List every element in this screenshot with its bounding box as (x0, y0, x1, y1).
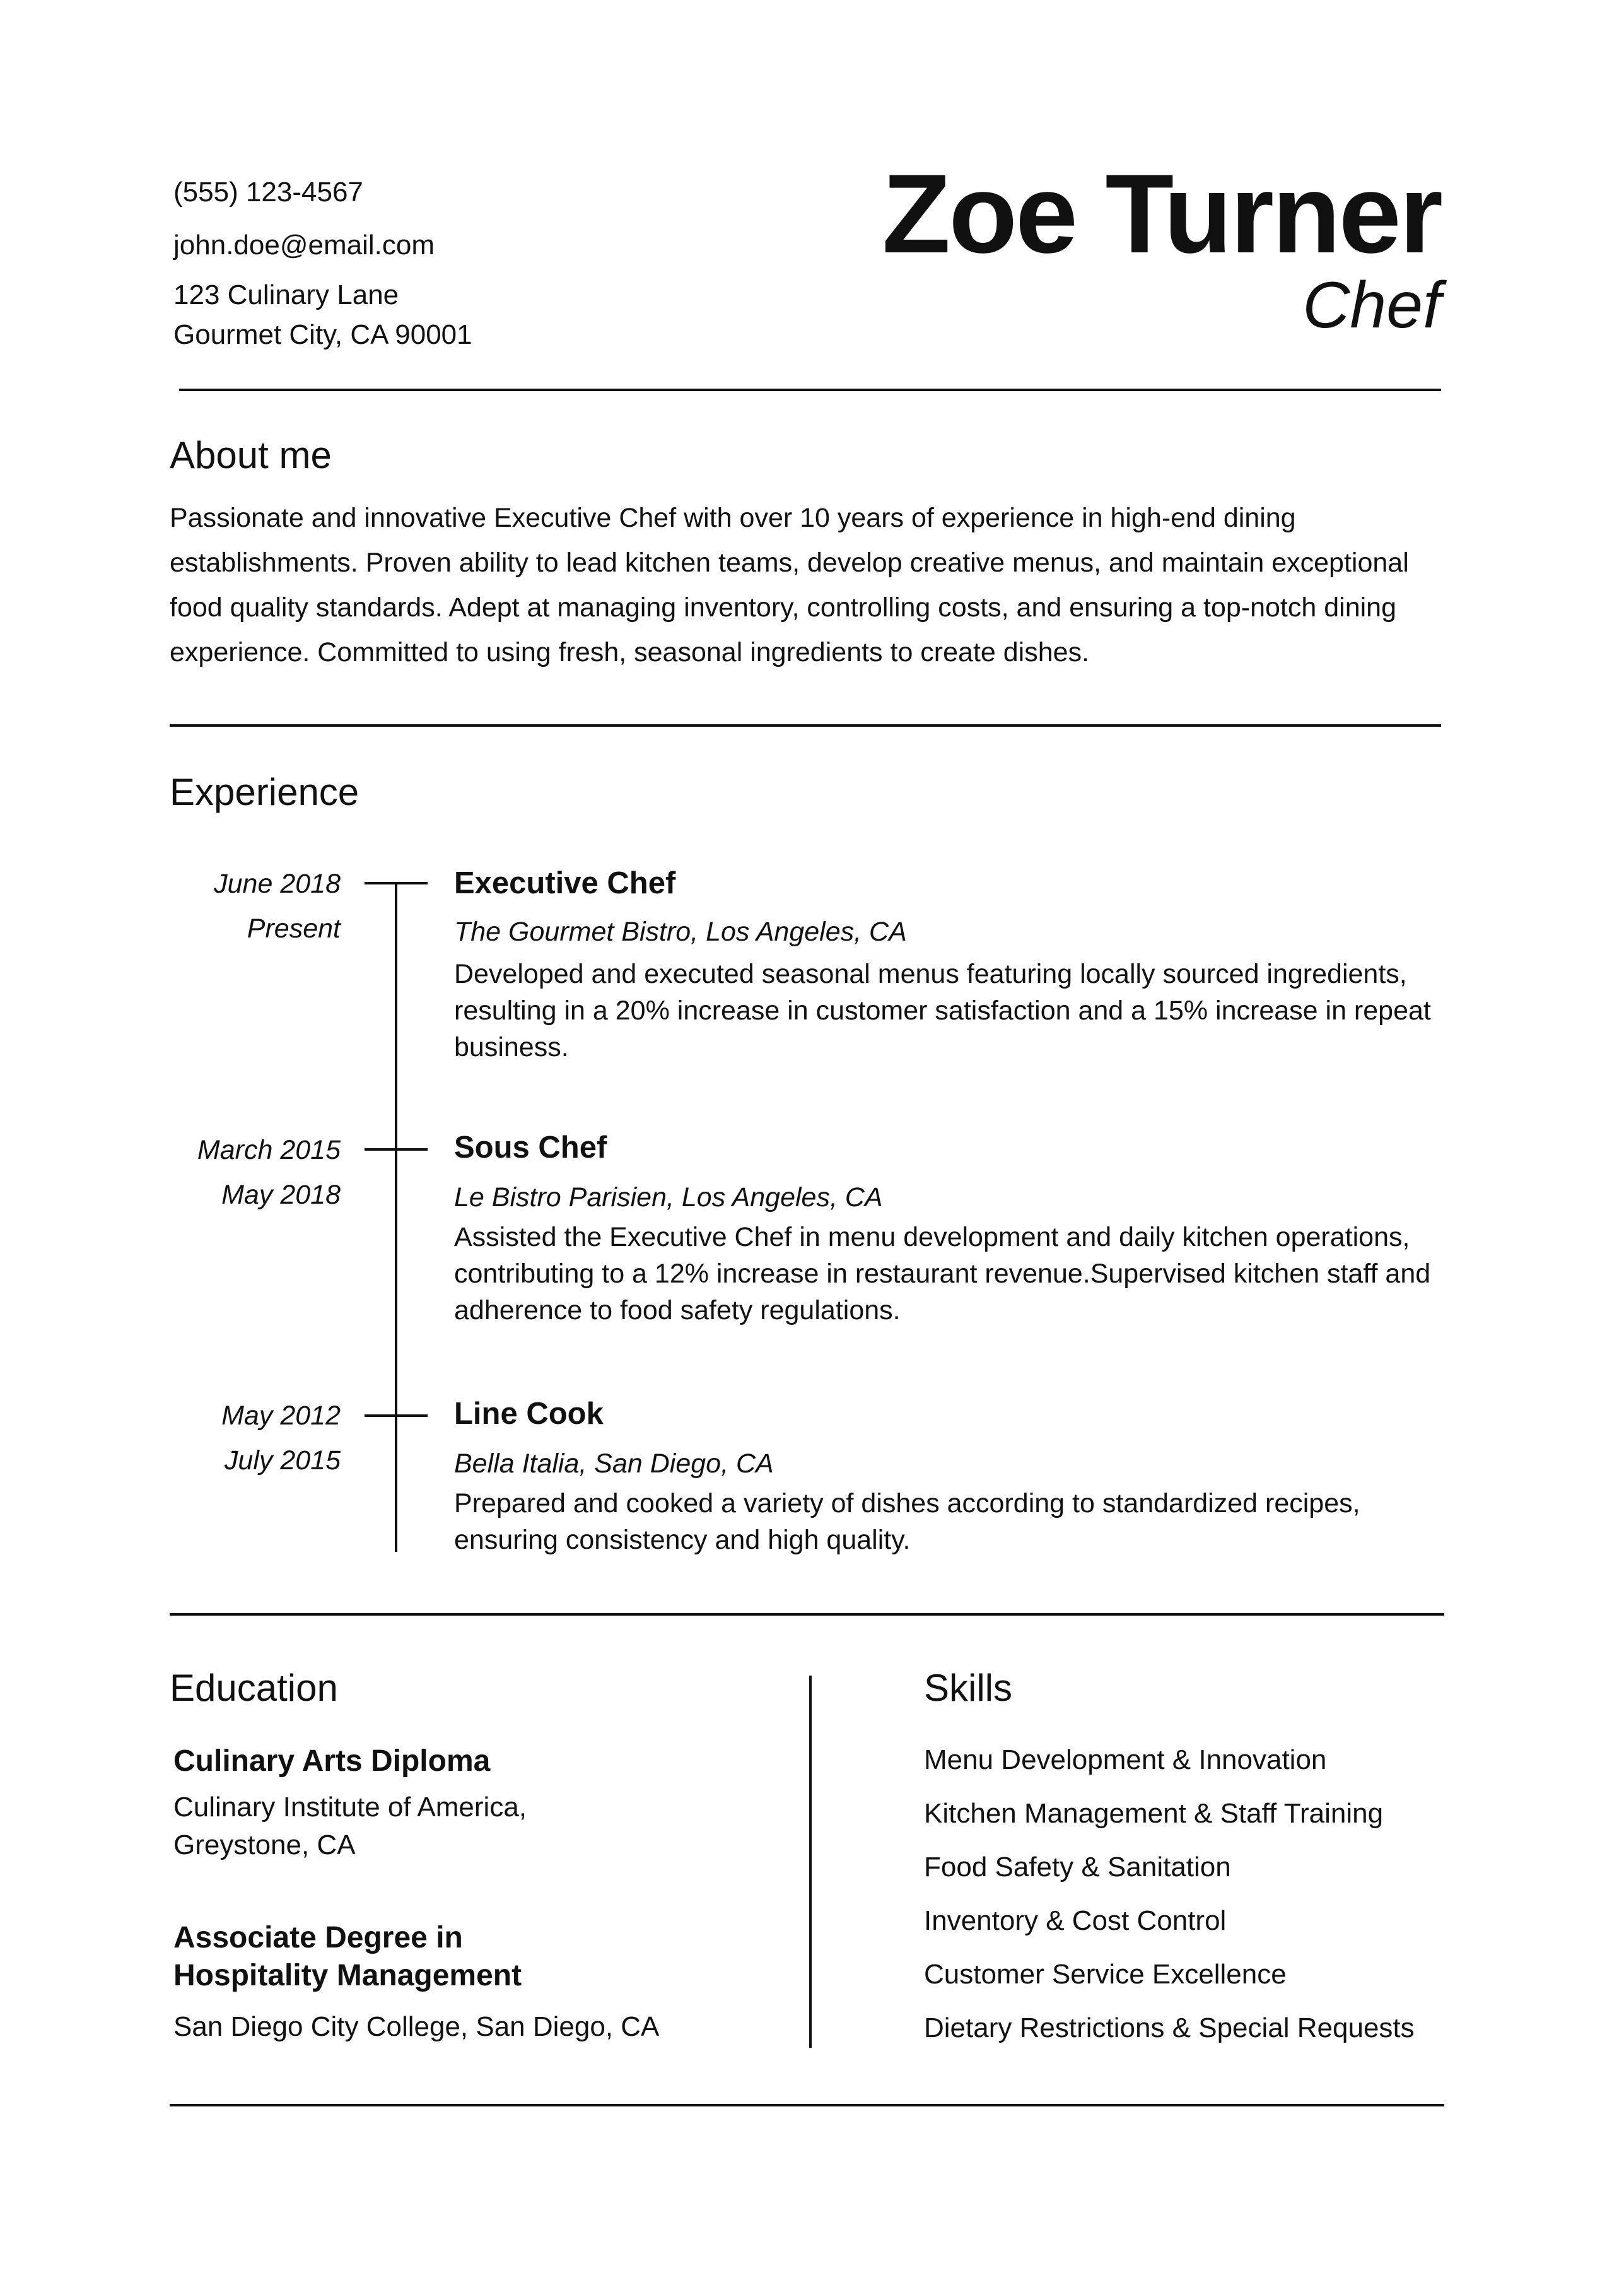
candidate-name: Zoe Turner (882, 151, 1441, 276)
about-heading: About me (170, 434, 332, 476)
skill-item: Dietary Restrictions & Special Requests (924, 2012, 1415, 2043)
job-description: Developed and executed seasonal menus featuring locally sourced ingredients, resulting in a 20% increase in customer satisfaction and a 15% increase in repeat business. (454, 959, 1431, 1062)
address-line-2: Gourmet City, CA 90001 (173, 319, 472, 350)
job-title: Sous Chef (454, 1131, 607, 1165)
header-divider (179, 389, 1441, 391)
experience-divider (170, 1613, 1444, 1616)
timeline-line (395, 883, 397, 1552)
skill-item: Customer Service Excellence (924, 1959, 1287, 1990)
timeline-tick (365, 882, 428, 884)
job-description: Prepared and cooked a variety of dishes according to standardized recipes, ensuring consistency and high quality. (454, 1488, 1360, 1555)
experience-heading: Experience (170, 771, 359, 813)
candidate-title: Chef (1302, 269, 1441, 342)
education-degree: Culinary Arts Diploma (173, 1744, 491, 1778)
timeline-tick (365, 1148, 428, 1151)
phone: (555) 123-4567 (173, 177, 363, 208)
job-description: Assisted the Executive Chef in menu development and daily kitchen operations, contributing to a 12% increase in restaurant revenue.Supervised kitchen staff and adherence to food safety regulations. (454, 1222, 1431, 1325)
column-divider (809, 1676, 812, 2048)
footer-divider (170, 2104, 1444, 2106)
job-start-date: May 2012 (221, 1401, 341, 1431)
education-school: San Diego City College, San Diego, CA (173, 2011, 660, 2042)
job-end-date: Present (247, 913, 341, 944)
job-end-date: May 2018 (221, 1180, 341, 1210)
about-divider (170, 724, 1441, 727)
email: john.doe@email.com (173, 230, 435, 261)
skill-item: Inventory & Cost Control (924, 1905, 1227, 1936)
job-start-date: June 2018 (214, 869, 341, 899)
job-title: Line Cook (454, 1397, 604, 1431)
skills-heading: Skills (924, 1667, 1013, 1709)
job-title: Executive Chef (454, 866, 676, 900)
education-degree: Associate Degree in Hospitality Management (173, 1921, 522, 1992)
skill-item: Menu Development & Innovation (924, 1744, 1327, 1775)
job-employer: Bella Italia, San Diego, CA (454, 1448, 774, 1479)
education-school: Culinary Institute of America, Greystone, CA (173, 1792, 527, 1860)
education-heading: Education (170, 1667, 338, 1709)
job-start-date: March 2015 (197, 1135, 341, 1165)
job-end-date: July 2015 (224, 1445, 341, 1476)
address-line-1: 123 Culinary Lane (173, 279, 399, 310)
timeline-tick (365, 1414, 428, 1417)
job-employer: Le Bistro Parisien, Los Angeles, CA (454, 1182, 883, 1213)
about-text: Passionate and innovative Executive Chef with over 10 years of experience in high-end dining establishments. Proven ability to lead kitchen teams, develop creative menus, and maintain exceptional food quality standards. Adept at managing inventory, controlling costs, and ensuring a top-notch dining experience. Committed to using fresh, seasonal ingredients to create dishes. (170, 503, 1409, 667)
skill-item: Food Safety & Sanitation (924, 1852, 1231, 1882)
job-employer: The Gourmet Bistro, Los Angeles, CA (454, 917, 907, 947)
skill-item: Kitchen Management & Staff Training (924, 1798, 1384, 1829)
